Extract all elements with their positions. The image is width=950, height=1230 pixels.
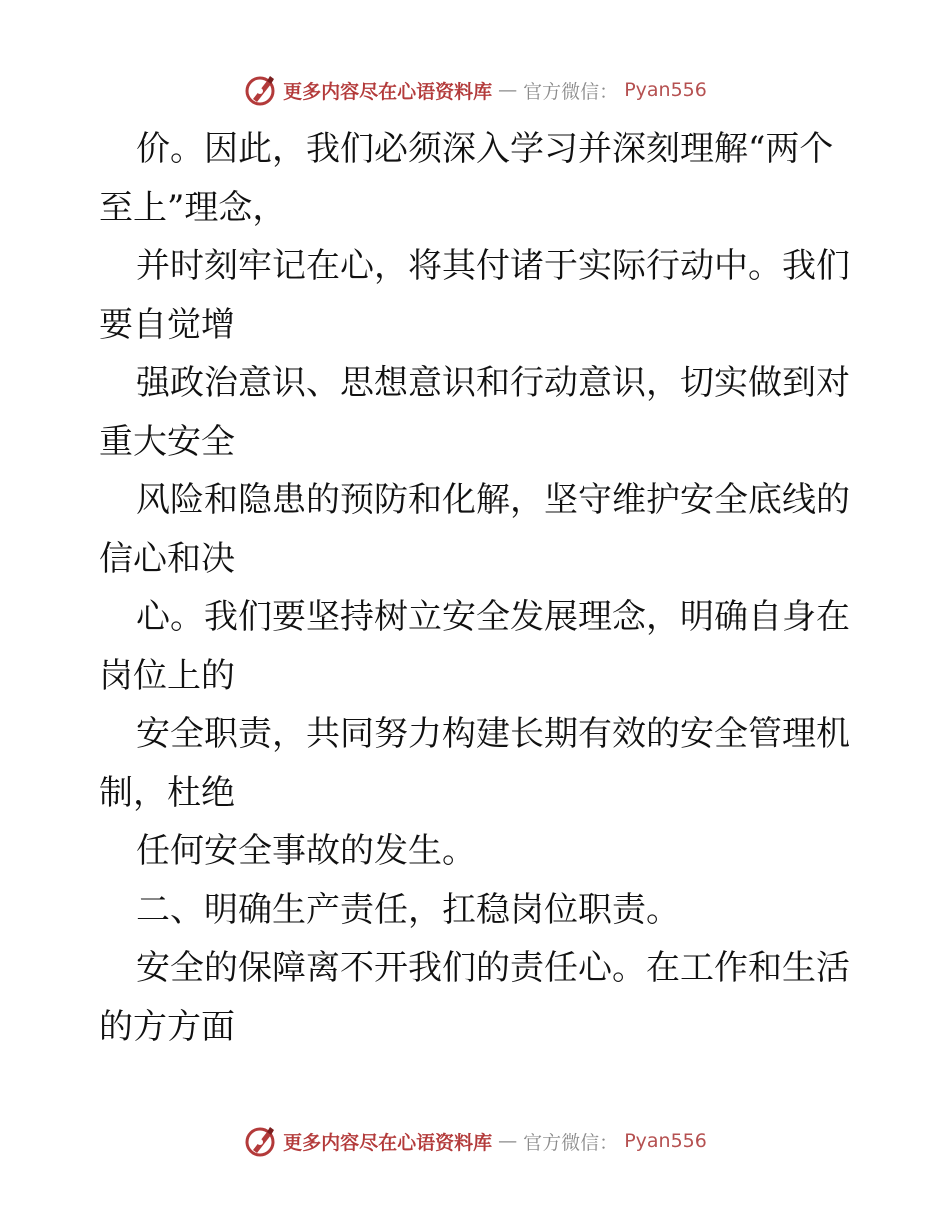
pen-circle-logo-icon xyxy=(243,1124,277,1158)
watermark-brand-text: 更多内容尽在心语资料库 xyxy=(283,80,493,103)
text-line: 强政治意识、思想意识和行动意识，切实做到对 xyxy=(136,363,850,403)
section-heading: 二、明确生产责任，扛稳岗位职责。 xyxy=(136,889,680,930)
watermark-separator: — xyxy=(498,79,518,101)
text-line: 至上”理念， xyxy=(99,187,287,228)
text-line: 重大安全 xyxy=(99,421,235,462)
text-line: 并时刻牢记在心，将其付诸于实际行动中。我们 xyxy=(136,246,850,286)
header-watermark xyxy=(0,70,950,110)
watermark-wechat-label: 官方微信： xyxy=(523,80,619,103)
watermark-wechat-id: Pyan556 xyxy=(624,1130,707,1152)
watermark-wechat-label: 官方微信： xyxy=(523,1131,619,1154)
footer-watermark xyxy=(0,1121,950,1161)
text-line: 岗位上的 xyxy=(99,655,235,696)
text-line: 安全的保障离不开我们的责任心。在工作和生活 xyxy=(136,948,850,988)
text-line: 信心和决 xyxy=(99,538,235,579)
text-line: 要自觉增 xyxy=(99,304,235,345)
watermark-separator: — xyxy=(498,1130,518,1152)
text-line: 制，杜绝 xyxy=(99,772,235,813)
text-line: 安全职责，共同努力构建长期有效的安全管理机 xyxy=(136,714,850,754)
pen-circle-logo-icon xyxy=(243,73,277,107)
text-line: 任何安全事故的发生。 xyxy=(136,831,476,871)
document-body xyxy=(99,120,859,1056)
text-line: 风险和隐患的预防和化解，坚守维护安全底线的 xyxy=(136,480,850,520)
watermark-wechat-id: Pyan556 xyxy=(624,79,707,101)
watermark-brand-text: 更多内容尽在心语资料库 xyxy=(283,1131,493,1154)
text-line: 价。因此，我们必须深入学习并深刻理解“两个 xyxy=(136,129,834,169)
text-line: 的方方面 xyxy=(99,1006,235,1047)
text-line: 心。我们要坚持树立安全发展理念，明确自身在 xyxy=(136,597,850,637)
